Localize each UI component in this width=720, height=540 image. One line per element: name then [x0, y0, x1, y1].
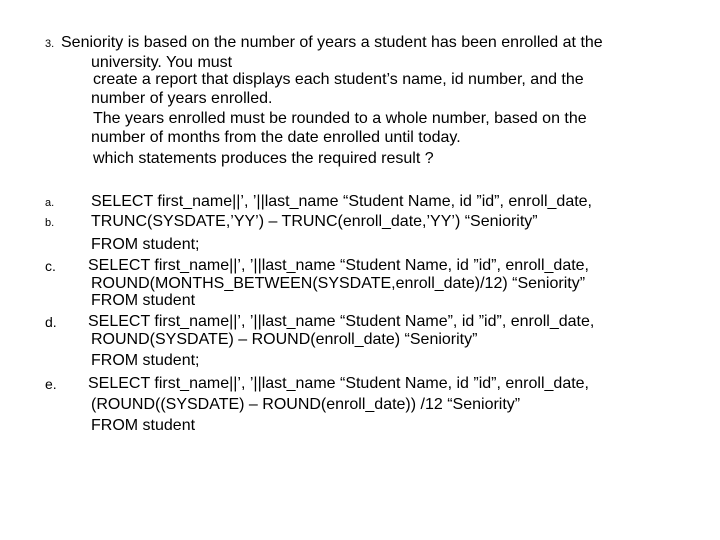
option-e-line: SELECT first_name||’, ’||last_name “Student Name, id ”id”, enroll_date, [88, 375, 589, 392]
question-number: 3. [45, 38, 55, 50]
option-c-label: c. [45, 258, 56, 274]
option-a-label: a. [45, 197, 55, 209]
option-c-line: SELECT first_name||’, ’||last_name “Student Name, id ”id”, enroll_date, [88, 257, 589, 274]
option-e-label: e. [45, 376, 57, 392]
option-b-line: TRUNC(SYSDATE,’YY’) – TRUNC(enroll_date,’YY’) “Seniority” [91, 213, 538, 230]
option-c-line: ROUND(MONTHS_BETWEEN(SYSDATE,enroll_date)/12) “Seniority” [91, 275, 586, 292]
question-line: The years enrolled must be rounded to a whole number, based on the [93, 110, 587, 127]
question-line: which statements produces the required result ? [93, 150, 434, 167]
option-d-line: ROUND(SYSDATE) – ROUND(enroll_date) “Seniority” [91, 331, 478, 348]
option-e-line: (ROUND((SYSDATE) – ROUND(enroll_date)) /12 “Seniority” [91, 396, 521, 413]
question-line: university. You must [91, 54, 233, 71]
question-line: number of years enrolled. [91, 90, 273, 107]
option-b-line: FROM student; [91, 236, 200, 253]
option-d-line: SELECT first_name||’, ’||last_name “Student Name”, id ”id”, enroll_date, [88, 313, 595, 330]
option-a-line: SELECT first_name||’, ’||last_name “Student Name, id ”id”, enroll_date, [91, 193, 592, 210]
option-c-line: FROM student [91, 292, 196, 309]
option-d-line: FROM student; [91, 352, 200, 369]
option-e-line: FROM student [91, 417, 196, 434]
question-line: Seniority is based on the number of years a student has been enrolled at the [61, 34, 603, 51]
question-line: number of months from the date enrolled until today. [91, 129, 461, 146]
question-line: create a report that displays each student’s name, id number, and the [93, 71, 584, 88]
option-b-label: b. [45, 217, 55, 229]
option-d-label: d. [45, 314, 57, 330]
